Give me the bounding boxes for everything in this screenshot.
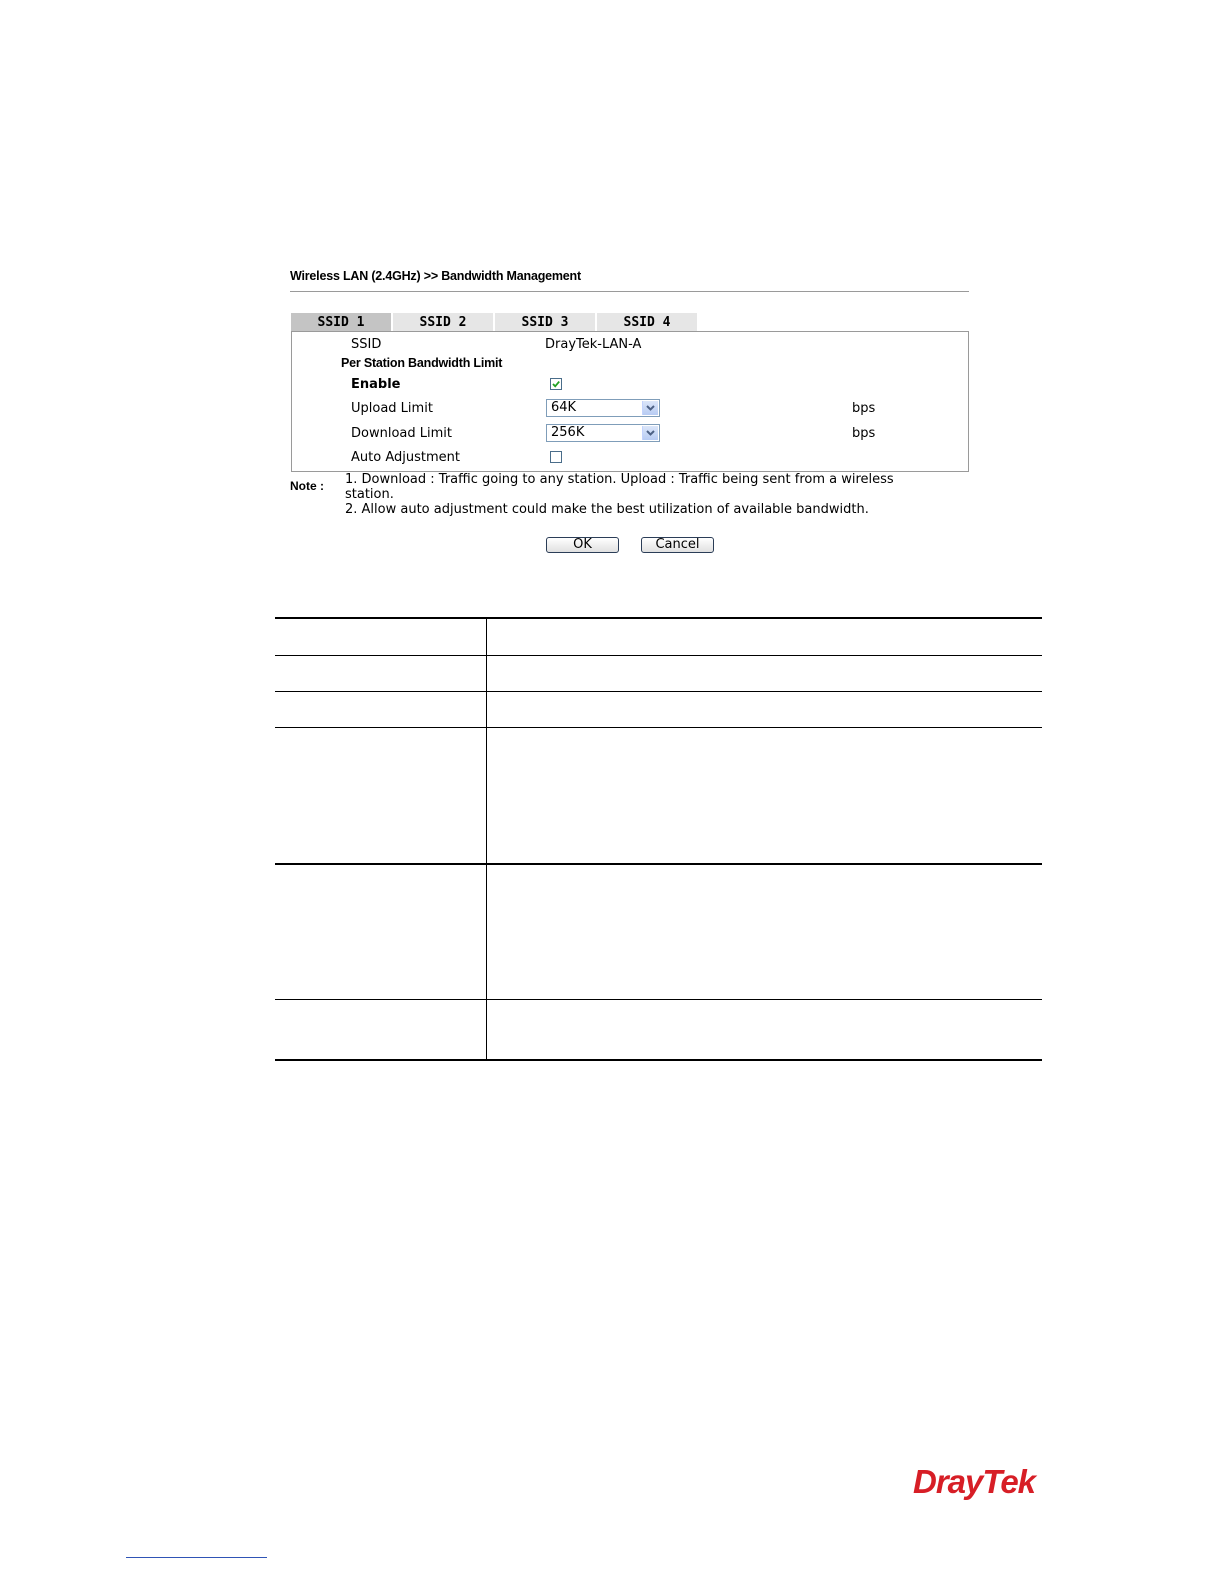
upload-limit-label: Upload Limit [351,401,433,416]
table-row-divider [275,863,1042,865]
upload-limit-select[interactable] [546,399,660,417]
section-title: Per Station Bandwidth Limit [341,356,503,370]
table-row-divider [275,999,1042,1000]
header-divider [290,291,969,292]
tab-ssid-1[interactable]: SSID 1 [291,313,393,331]
note-label: Note : [290,479,324,493]
table-top-rule [275,617,1042,619]
auto-adjustment-checkbox[interactable] [550,451,562,463]
auto-adjustment-label: Auto Adjustment [351,450,460,465]
footer-link-underline [126,1557,267,1558]
table-bottom-rule [275,1059,1042,1061]
tab-ssid-3[interactable]: SSID 3 [495,313,597,331]
table-column-divider [486,619,487,1059]
tab-ssid-4[interactable]: SSID 4 [597,313,699,331]
table-row-divider [275,691,1042,692]
draytek-logo: DrayTek [913,1463,1036,1500]
upload-limit-value: 64K [551,400,577,415]
ssid-tabs [291,313,699,332]
ssid-label: SSID [351,337,382,352]
breadcrumb: Wireless LAN (2.4GHz) >> Bandwidth Management [290,269,581,283]
download-unit: bps [852,426,876,441]
tab-ssid-2[interactable]: SSID 2 [393,313,495,331]
download-limit-label: Download Limit [351,426,452,441]
note-line-1-cont: station. [345,487,394,502]
ok-button[interactable]: OK [546,537,619,553]
download-limit-select[interactable] [546,424,660,442]
check-icon [551,379,561,389]
chevron-down-icon [642,426,658,440]
note-line-1: 1. Download : Traffic going to any station. Upload : Traffic being sent from a wireless [345,472,894,487]
table-row-divider [275,727,1042,728]
enable-label: Enable [351,377,401,392]
chevron-down-icon [642,401,658,415]
note-line-2: 2. Allow auto adjustment could make the best utilization of available bandwidth. [345,502,869,517]
download-limit-value: 256K [551,425,585,440]
cancel-button[interactable]: Cancel [641,537,714,553]
ssid-value: DrayTek-LAN-A [545,337,642,352]
enable-checkbox[interactable] [550,378,562,390]
upload-unit: bps [852,401,876,416]
table-row-divider [275,655,1042,656]
